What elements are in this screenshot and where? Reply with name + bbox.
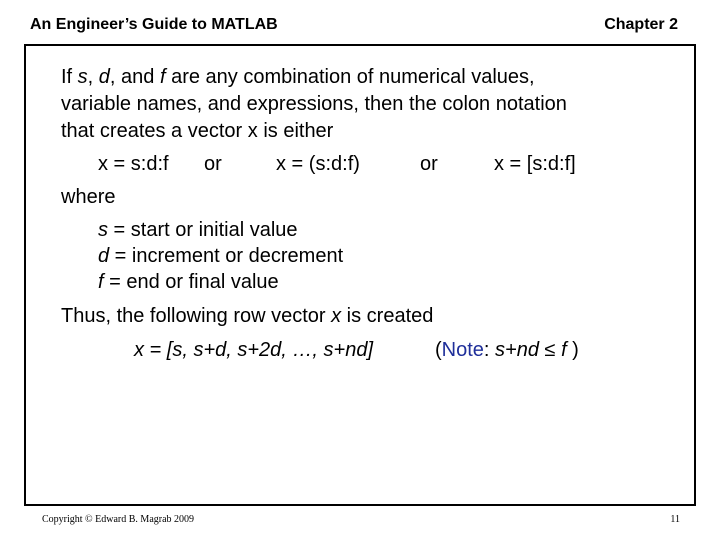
or-1: or	[204, 153, 222, 175]
thus-line: Thus, the following row vector x is created	[61, 305, 434, 327]
result-expression: x = [s, s+d, s+2d, …, s+nd]	[134, 339, 374, 361]
intro-line-2: variable names, and expressions, then the colon notation	[61, 93, 567, 115]
intro-line-3: that creates a vector x is either	[61, 120, 334, 142]
page-number: 11	[670, 514, 680, 525]
intro-line-1: If s, d, and f are any combination of numerical values,	[61, 66, 535, 88]
note-block: (Note: s+nd ≤ f )	[435, 339, 579, 361]
form-3: x = [s:d:f]	[494, 153, 576, 175]
frame-right-edge	[694, 44, 696, 504]
def-start: s = start or initial value	[98, 219, 298, 241]
note-label: Note	[441, 339, 484, 361]
form-2: x = (s:d:f)	[276, 153, 360, 175]
frame-bottom-edge	[24, 504, 696, 506]
chapter-label: Chapter 2	[604, 16, 678, 33]
or-2: or	[420, 153, 438, 175]
def-end: f = end or final value	[98, 271, 279, 293]
copyright: Copyright © Edward B. Magrab 2009	[42, 514, 195, 525]
def-increment: d = increment or decrement	[98, 245, 344, 267]
form-1: x = s:d:f	[98, 153, 169, 175]
header-title: An Engineer’s Guide to MATLAB	[30, 16, 278, 33]
where-label: where	[61, 186, 116, 208]
